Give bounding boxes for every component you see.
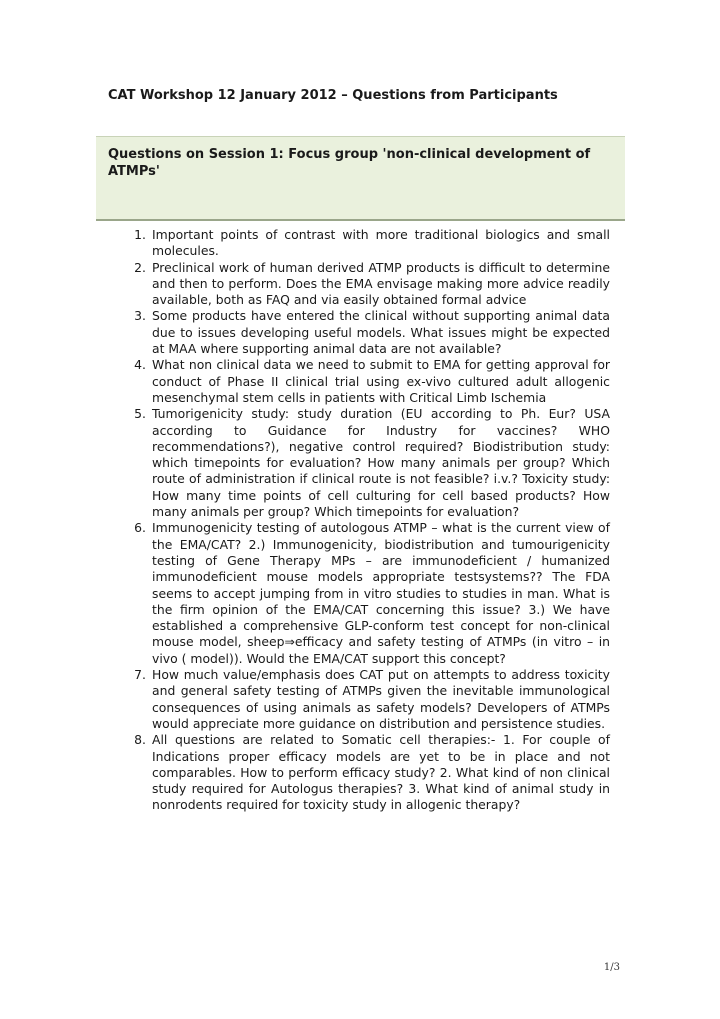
question-number: 3. <box>134 308 146 324</box>
questions-list <box>108 227 610 814</box>
session-heading-box <box>96 136 625 221</box>
question-number: 1. <box>134 227 146 242</box>
question-text: How much value/emphasis does CAT put on attempts to address toxicity and general safety testing of ATMPs given the inevitable immunological consequences of using animals as safety models? Developers of ATMPs would appreciate more guidance on distribution and persistence studies. <box>152 667 610 731</box>
question-item <box>134 357 610 406</box>
question-item <box>134 227 610 260</box>
question-item <box>134 667 610 732</box>
question-text: Preclinical work of human derived ATMP products is difficult to determine and then to perform. Does the EMA envisage making more advice readily available, both as FAQ and via easily obtained formal advice <box>152 259 610 308</box>
question-item <box>134 520 610 667</box>
question-item <box>134 732 610 813</box>
question-number: 5. <box>134 406 146 422</box>
question-item <box>134 406 610 520</box>
question-number: 8. <box>134 732 146 748</box>
question-item <box>134 259 610 309</box>
question-text: Some products have entered the clinical without supporting animal data due to issues developing useful models. What issues might be expected at MAA where supporting animal data are not available? <box>152 308 610 357</box>
question-text: Important points of contrast with more traditional biologics and small molecules. <box>152 227 610 259</box>
question-number: 6. <box>134 520 146 536</box>
question-number: 7. <box>134 667 146 683</box>
session-heading: Questions on Session 1: Focus group 'non-clinical development of ATMPs' <box>108 147 591 179</box>
question-text: Immunogenicity testing of autologous ATMP – what is the current view of the EMA/CAT? 2.) Immunogenicity, biodistribution and tumourigenicity testing of Gene Therapy MPs – are immunodeficient / humanized immunodeficient mouse models appropriate testsystems?? The FDA seems to accept jumping from in vitro studies to studies in man. What is the firm opinion of the EMA/CAT concerning this issue? 3.) We have established a comprehensive GLP-conform test concept for non-clinical mouse model, sheep⇒efficacy and safety testing of ATMPs (in vitro – in vivo ( model)). Would the EMA/CAT support this concept? <box>152 520 610 666</box>
question-text: All questions are related to Somatic cell therapies:- 1. For couple of Indications proper efficacy models are yet to be in place and not comparables. How to perform efficacy study? 2. What kind of non clinical study required for Autologus therapies? 3. What kind of animal study in nonrodents required for toxicity study in allogenic therapy? <box>152 732 610 813</box>
document-title: CAT Workshop 12 January 2012 – Questions from Participants <box>108 88 558 103</box>
question-item <box>134 308 610 357</box>
question-text: Tumorigenicity study: study duration (EU according to Ph. Eur? USA according to Guidance for Industry for vaccines? WHO recommendations?), negative control required? Biodistribution study: which timepoints for evaluation? How many animals per group? Which route of administration if clinical route is not feasible? i.v.? Toxicity study: How many time points of cell culturing for cell based products? How many animals per group? Which timepoints for evaluation? <box>152 406 610 520</box>
question-number: 2. <box>134 259 146 275</box>
question-text: What non clinical data we need to submit to EMA for getting approval for conduct of Phase II clinical trial using ex-vivo cultured adult allogenic mesenchymal stem cells in patients with Critical Limb Ischemia <box>152 357 610 405</box>
page-number: 1/3 <box>603 962 620 973</box>
question-number: 4. <box>134 357 146 373</box>
